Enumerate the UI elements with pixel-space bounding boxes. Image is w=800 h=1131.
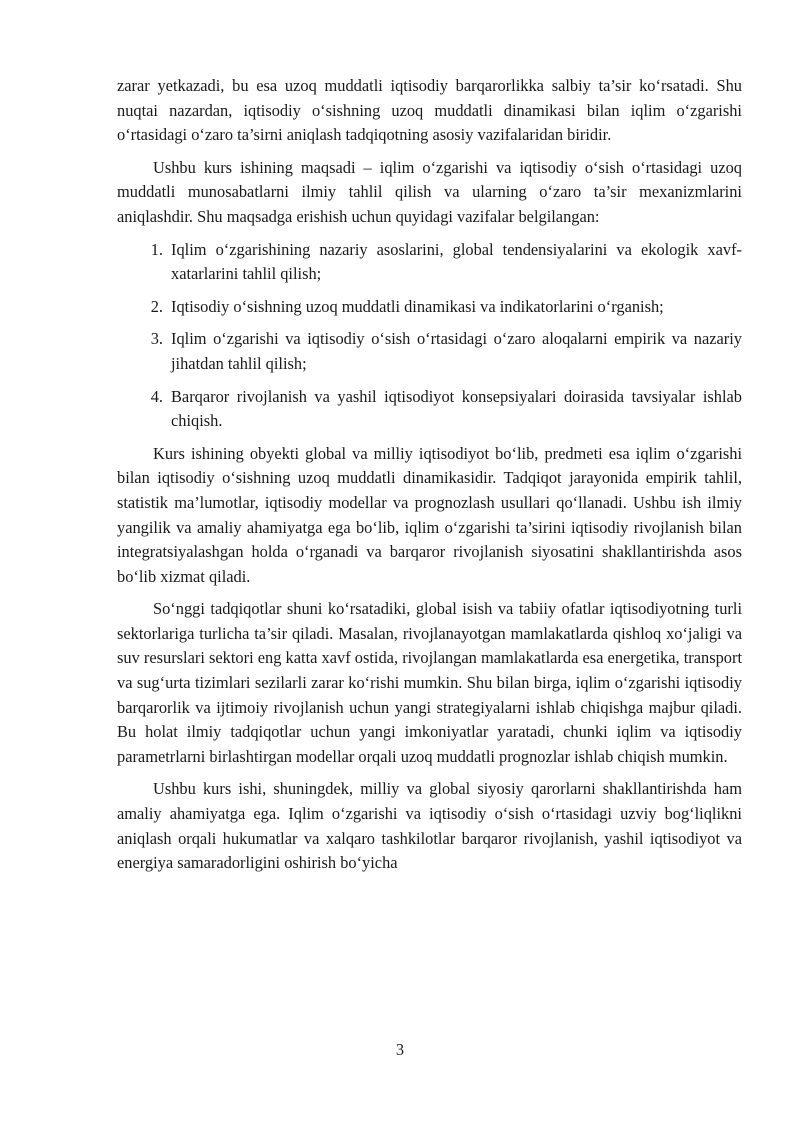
list-item — [117, 295, 742, 320]
task-list — [117, 238, 742, 434]
list-item-text: Barqaror rivojlanish va yashil iqtisodiyot konsepsiyalari doirasida tavsiyalar ishlab chiqish. — [171, 386, 742, 431]
paragraph-aim: Ushbu kurs ishining maqsadi – iqlim o‘zgarishi va iqtisodiy o‘sish o‘rtasidagi uzoq muddatli munosabatlarni ilmiy tahlil qilish va ularning o‘zaro ta’sir mexanizmlarini aniqlashdir. Shu maqsadga erishish uchun quyidagi vazifalar belgilangan: — [117, 157, 742, 226]
list-item-number: 3. — [150, 329, 163, 349]
document-page — [117, 74, 742, 876]
list-item-number: 1. — [150, 239, 163, 259]
list-item-text: Iqlim o‘zgarishi va iqtisodiy o‘sish o‘rtasidagi o‘zaro aloqalarni empirik va nazariy jihatdan tahlil qilish; — [171, 329, 742, 373]
paragraph-practical-significance: Ushbu kurs ishi, shuningdek, milliy va global siyosiy qarorlarni shakllantirishda ham amaliy ahamiyatga ega. Iqlim o‘zgarishi va iqtisodiy o‘sish o‘rtasidagi uzviy bog‘liqlikni aniqlash orqali hukumatlar va xalqaro tashkilotlar barqaror rivojlanish, yashil iqtisodiyot va energiya samaradorligini oshirish bo‘yicha — [117, 779, 742, 873]
list-item-number: 4. — [150, 386, 163, 406]
list-item-number: 2. — [150, 296, 163, 316]
list-item — [117, 385, 742, 434]
page-number: 3 — [395, 1040, 405, 1059]
list-item-text: Iqtisodiy o‘sishning uzoq muddatli dinamikasi va indikatorlarini o‘rganish; — [171, 296, 664, 316]
list-item — [117, 238, 742, 287]
list-item-text: Iqlim o‘zgarishining nazariy asoslarini, global tendensiyalarini va ekologik xavf-xatarlarini tahlil qilish; — [171, 239, 742, 284]
paragraph-continuation: zarar yetkazadi, bu esa uzoq muddatli iqtisodiy barqarorlikka salbiy ta’sir ko‘rsatadi. Shu nuqtai nazardan, iqtisodiy o‘sishning uzoq muddatli dinamikasi bilan iqlim o‘zgarishi o‘rtasidagi o‘zaro ta’sirni aniqlash tadqiqotning asosiy vazifalaridan biridir. — [117, 76, 742, 145]
list-item — [117, 327, 742, 376]
paragraph-recent-research: So‘nggi tadqiqotlar shuni ko‘rsatadiki, global isish va tabiiy ofatlar iqtisodiyotning turli sektorlariga turlicha ta’sir qiladi. Masalan, rivojlanayotgan mamlakatlarda qishloq xo‘jaligi va suv resurslari sektori eng katta xavf ostida, rivojlangan mamlakatlarda esa energetika, transport va sug‘urta tizimlari sezilarli zarar ko‘rishi mumkin. Shu bilan birga, iqlim o‘zgarishi iqtisodiy barqarorlik va ijtimoiy rivojlanish uchun yangi strategiyalarni ishlab chiqishga majbur qiladi. Bu holat ilmiy tadqiqotlar uchun yangi imkoniyatlar yaratadi, chunki iqlim va iqtisodiy parametrlarni birlashtirgan modellar orqali uzoq muddatli prognozlar ishlab chiqish mumkin. — [117, 599, 742, 766]
paragraph-object-subject: Kurs ishining obyekti global va milliy iqtisodiyot bo‘lib, predmeti esa iqlim o‘zgarishi bilan iqtisodiy o‘sishning uzoq muddatli dinamikasidir. Tadqiqot jarayonida empirik tahlil, statistik ma’lumotlar, iqtisodiy modellar va prognozlash usullari qo‘llanadi. Ushbu ish ilmiy yangilik va amaliy ahamiyatga ega bo‘lib, iqlim o‘zgarishi ta’sirini iqtisodiy rivojlanish bilan integratsiyalashgan holda o‘rganadi va barqaror rivojlanish siyosatini shakllantirishda asos bo‘lib xizmat qiladi. — [117, 443, 742, 586]
